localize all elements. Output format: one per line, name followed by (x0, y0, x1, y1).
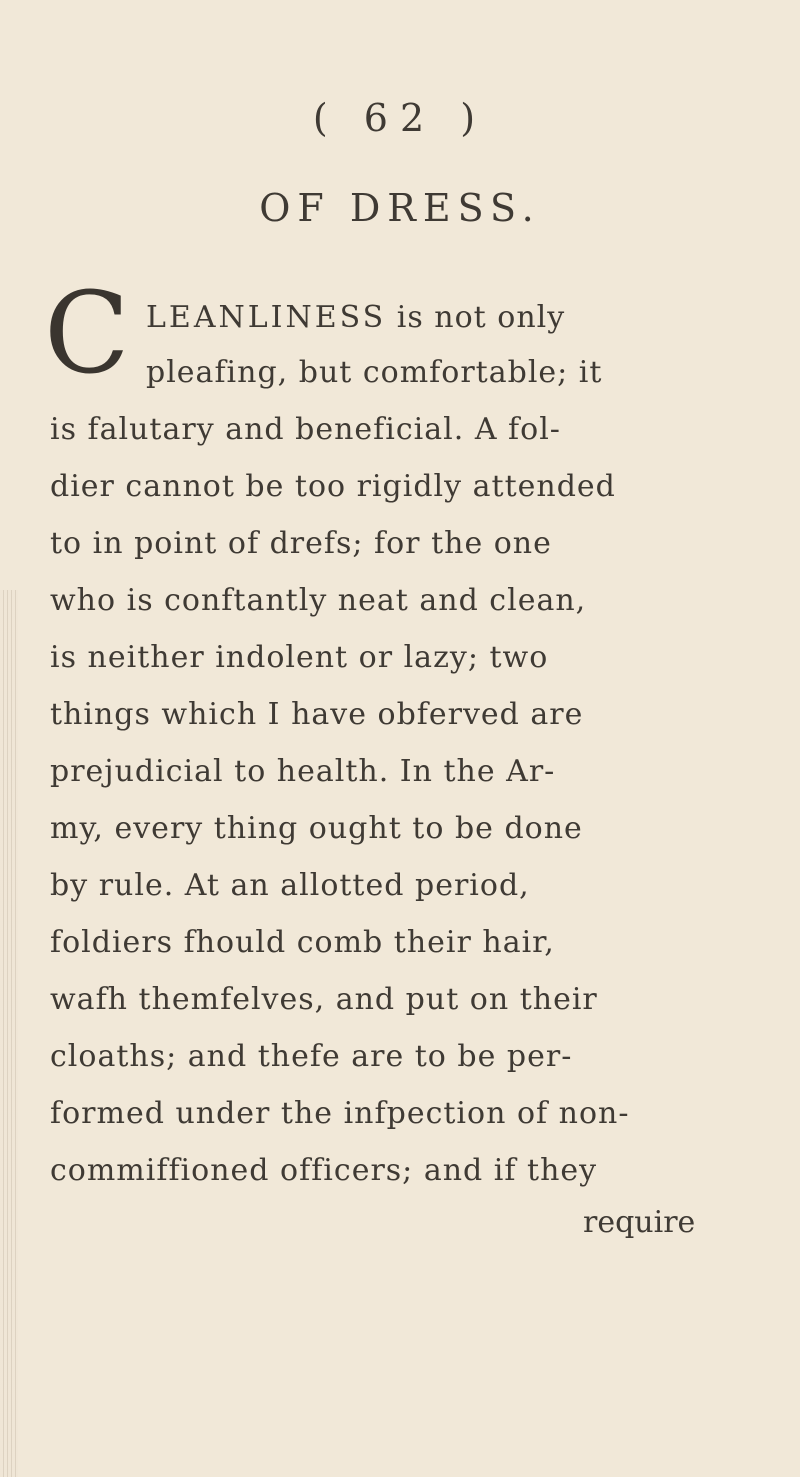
body-line: by rule. At an allotted period, (50, 868, 530, 903)
body-line: who is conftantly neat and clean, (50, 583, 587, 618)
page-edge (0, 590, 18, 1477)
body-line: my, every thing ought to be done (50, 811, 583, 846)
body-line: formed under the infpection of non- (50, 1096, 630, 1131)
body-line: cloaths; and thefe are to be per- (50, 1039, 573, 1074)
body-line: to in point of drefs; for the one (50, 526, 552, 561)
drop-cap: C (44, 269, 130, 399)
first-word-caps: LEANLINESS (146, 300, 387, 335)
body-line: is neither indolent or lazy; two (50, 640, 549, 675)
body-line-first (146, 300, 565, 335)
body-line: foldiers fhould comb their hair, (50, 925, 555, 960)
body-line: things which I have obferved are (50, 697, 584, 732)
body-line: pleafing, but comfortable; it (146, 355, 603, 390)
body-line: wafh themfelves, and put on their (50, 982, 598, 1017)
body-line: prejudicial to health. In the Ar- (50, 754, 556, 789)
section-heading: OF DRESS. (259, 186, 541, 230)
body-line: dier cannot be too rigidly attended (50, 469, 616, 504)
body-line: commiffioned officers; and if they (50, 1153, 598, 1188)
body-line: is falutary and beneficial. A fol- (50, 412, 561, 447)
catchword: require (583, 1205, 696, 1240)
page-number: ( 62 ) (312, 96, 488, 140)
first-line-rest: is not only (386, 300, 566, 335)
